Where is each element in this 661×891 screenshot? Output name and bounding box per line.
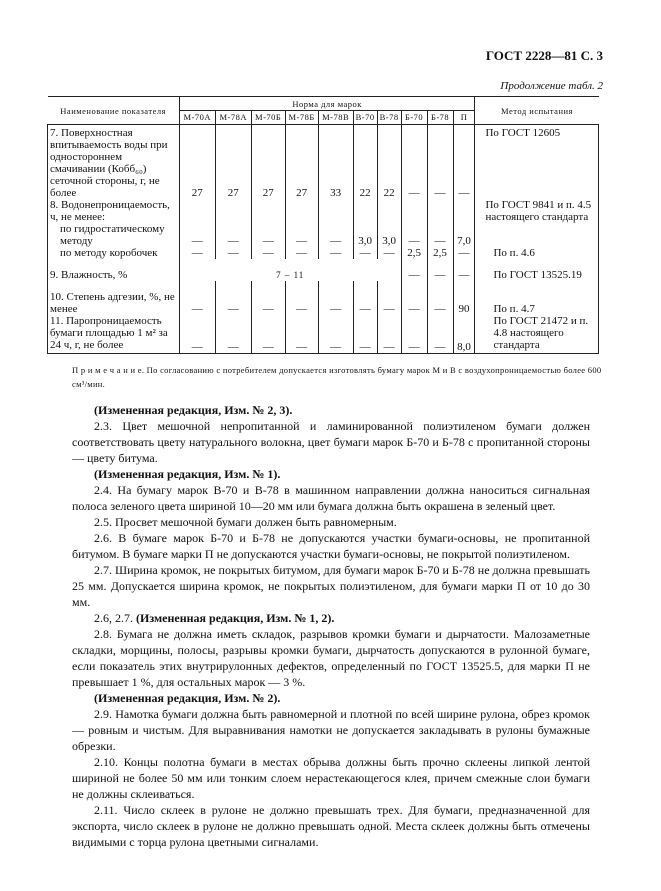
- value-cell: 27: [285, 125, 318, 200]
- amendment-note: [72, 610, 590, 626]
- value-cell: —: [401, 259, 427, 281]
- value-cell: 8,0: [453, 315, 475, 354]
- method-cell: По п. 4.6: [475, 247, 599, 259]
- grade-header: П: [453, 111, 475, 125]
- indicator-cell: по гидростатическому методу: [48, 223, 180, 247]
- method-cell: По ГОСТ 13525.19: [475, 259, 599, 281]
- value-cell: —: [377, 315, 401, 354]
- value-cell: [179, 199, 215, 223]
- norms-table: [47, 96, 599, 354]
- value-cell: —: [401, 281, 427, 315]
- paragraph: 2.10. Концы полотна бумаги в местах обрыва должны быть прочно склеены липкой лентой шириной не более 50 мм или тонким слоем нерастекающегося клея, причем смежные слои бумаги не должны склеиваться.: [72, 755, 590, 801]
- value-cell: —: [453, 125, 475, 200]
- value-cell: —: [427, 281, 453, 315]
- value-cell: —: [353, 315, 377, 354]
- paragraph: 2.8. Бумага не должна иметь складок, разрывов кромки бумаги и дырчатости. Малозаметные складки, морщины, полосы, разрывы кромки бумаги, дырчатость допускаются в рулонной бумаге, если показатель этих внутрирулонных дефектов, определенный по ГОСТ 13525.5, для марки П не превышает 1 %, для остальных марок — 3 %.: [72, 627, 590, 689]
- value-cell: —: [318, 315, 353, 354]
- page-header: ГОСТ 2228—81 С. 3: [485, 48, 603, 63]
- indicator-cell: 9. Влажность, %: [48, 259, 180, 281]
- value-cell: —: [179, 281, 215, 315]
- amendment-note: (Измененная редакция, Изм. № 2, 3).: [94, 403, 293, 417]
- value-cell: —: [285, 315, 318, 354]
- indicator-cell: 8. Водонепроницаемость, ч, не менее:: [48, 199, 180, 223]
- value-cell: [251, 199, 285, 223]
- method-cell: По п. 4.7: [475, 281, 599, 315]
- method-cell: По ГОСТ 21472 и п. 4.8 настоящего стандарта: [475, 315, 599, 354]
- value-cell: [353, 199, 377, 223]
- value-cell: 27: [251, 125, 285, 200]
- table-continuation-label: Продолжение табл. 2: [500, 80, 603, 92]
- value-cell: 27: [179, 125, 215, 200]
- value-cell: —: [215, 281, 251, 315]
- value-cell: [215, 199, 251, 223]
- value-cell: —: [453, 247, 475, 259]
- value-cell: —: [215, 247, 251, 259]
- grade-header: Б-78: [427, 111, 453, 125]
- value-cell: —: [251, 247, 285, 259]
- value-cell: —: [215, 223, 251, 247]
- table-row: [48, 125, 599, 200]
- value-cell: 22: [377, 125, 401, 200]
- paragraph: 2.5. Просвет мешочной бумаги должен быть равномерным.: [94, 515, 397, 529]
- value-cell: [285, 199, 318, 223]
- value-cell: —: [427, 223, 453, 247]
- value-cell: —: [285, 223, 318, 247]
- grade-header: Б-70: [401, 111, 427, 125]
- paragraph: 2.9. Намотка бумаги должна быть равномерной и плотной по всей ширине рулона, обрез кромок — ровным и чистым. Для выравнивания намотки не допускается закладывать в рулоны бумажные обрезки.: [72, 707, 590, 753]
- value-cell: 22: [353, 125, 377, 200]
- method-cell: По ГОСТ 12605: [475, 125, 599, 200]
- value-cell: —: [318, 281, 353, 315]
- value-cell: —: [353, 281, 377, 315]
- value-cell: —: [251, 281, 285, 315]
- table-row: [48, 199, 599, 223]
- value-cell: —: [377, 247, 401, 259]
- value-cell: [377, 199, 401, 223]
- value-cell: —: [179, 315, 215, 354]
- value-cell: —: [427, 259, 453, 281]
- value-cell: 3,0: [377, 223, 401, 247]
- value-cell: —: [401, 125, 427, 200]
- value-cell: —: [285, 247, 318, 259]
- value-cell: 7,0: [453, 223, 475, 247]
- value-cell: —: [318, 223, 353, 247]
- amendment-note: (Измененная редакция, Изм. № 2).: [94, 691, 281, 705]
- paragraph: 2.7. Ширина кромок, не покрытых битумом, для бумаги марок Б-70 и Б-78 не должна превышать 25 мм. Допускается ширина кромок, не покрытых полиэтиленом, для бумаги марки П от 10 до 30 мм.: [72, 563, 590, 609]
- indicator-cell: 11. Паропроницаемость бумаги площадью 1 м² за 24 ч, г, не более: [48, 315, 180, 354]
- clause-ref: 2.6, 2.7.: [94, 611, 136, 625]
- paragraph: 2.3. Цвет мешочной непропитанной и ламинированной полиэтиленом бумаги должен соответствовать цвету натурального волокна, цвет бумаги марок Б-70 и Б-78 с пропитанной стороны — цвету битума.: [72, 419, 590, 465]
- amendment-text: (Измененная редакция, Изм. № 1, 2).: [136, 611, 335, 625]
- grade-header: В-78: [377, 111, 401, 125]
- indicator-column-header: Наименование показателя: [48, 97, 180, 125]
- value-cell: —: [318, 247, 353, 259]
- table-row: [48, 281, 599, 315]
- value-cell: [453, 199, 475, 223]
- table-note: П р и м е ч а н и е. По согласованию с потребителем допускается изготовлять бумагу марок М и В с воздухопроницаемостью более 600 см³/мин.: [72, 365, 602, 389]
- value-cell: —: [251, 315, 285, 354]
- value-cell: 90: [453, 281, 475, 315]
- value-cell: —: [215, 315, 251, 354]
- value-cell: —: [179, 223, 215, 247]
- value-cell: —: [377, 281, 401, 315]
- paragraph: 2.11. Число склеек в рулоне не должно превышать трех. Для бумаги, предназначенной для экспорта, число склеек в рулоне не должно превышать одной. Места склеек должны быть отмечены видимыми с торца рулона цветными сигналами.: [72, 803, 590, 849]
- indicator-cell: 10. Степень адгезии, %, не менее: [48, 281, 180, 315]
- grade-header: М-78В: [318, 111, 353, 125]
- indicator-cell: 7. Поверхностная впитываемость воды при одностороннем смачивании (Кобб₆₀) сеточной стороны, г, не более: [48, 125, 180, 200]
- value-cell: [318, 199, 353, 223]
- value-cell: —: [353, 247, 377, 259]
- table-row: [48, 247, 599, 259]
- grade-header: М-70Б: [251, 111, 285, 125]
- value-cell: [401, 199, 427, 223]
- value-cell: —: [285, 281, 318, 315]
- method-cell: По ГОСТ 9841 и п. 4.5 настоящего стандарта: [475, 199, 599, 247]
- grade-header: М-70А: [179, 111, 215, 125]
- grade-header: В-70: [353, 111, 377, 125]
- value-cell: —: [179, 247, 215, 259]
- value-cell: —: [401, 223, 427, 247]
- value-cell: 2,5: [401, 247, 427, 259]
- value-cell: 33: [318, 125, 353, 200]
- value-span-cell: 7 – 11: [179, 259, 401, 281]
- grade-header: М-78А: [215, 111, 251, 125]
- value-cell: 3,0: [353, 223, 377, 247]
- table-row: [48, 315, 599, 354]
- indicator-cell: по методу коробочек: [48, 247, 180, 259]
- norm-group-header: Норма для марок: [179, 97, 475, 111]
- value-cell: 27: [215, 125, 251, 200]
- paragraph: 2.6. В бумаге марок Б-70 и Б-78 не допускаются участки бумаги-основы, не пропитанной битумом. В бумаге марки П не допускаются участки бумаги-основы, не покрытой полиэтиленом.: [72, 531, 590, 561]
- method-column-header: Метод испытания: [475, 97, 599, 125]
- paragraph: 2.4. На бумагу марок В-70 и В-78 в машинном направлении должна наноситься сигнальная полоса зеленого цвета шириной 10—20 мм или бумага должна быть окрашена в зеленый цвет.: [72, 483, 590, 513]
- value-cell: —: [401, 315, 427, 354]
- amendment-note: (Измененная редакция, Изм. № 1).: [94, 467, 281, 481]
- body-text: [72, 402, 590, 850]
- value-cell: —: [427, 315, 453, 354]
- value-cell: —: [453, 259, 475, 281]
- value-cell: 2,5: [427, 247, 453, 259]
- grade-header: М-78Б: [285, 111, 318, 125]
- table-row: [48, 259, 599, 281]
- value-cell: [427, 199, 453, 223]
- value-cell: —: [251, 223, 285, 247]
- value-cell: —: [427, 125, 453, 200]
